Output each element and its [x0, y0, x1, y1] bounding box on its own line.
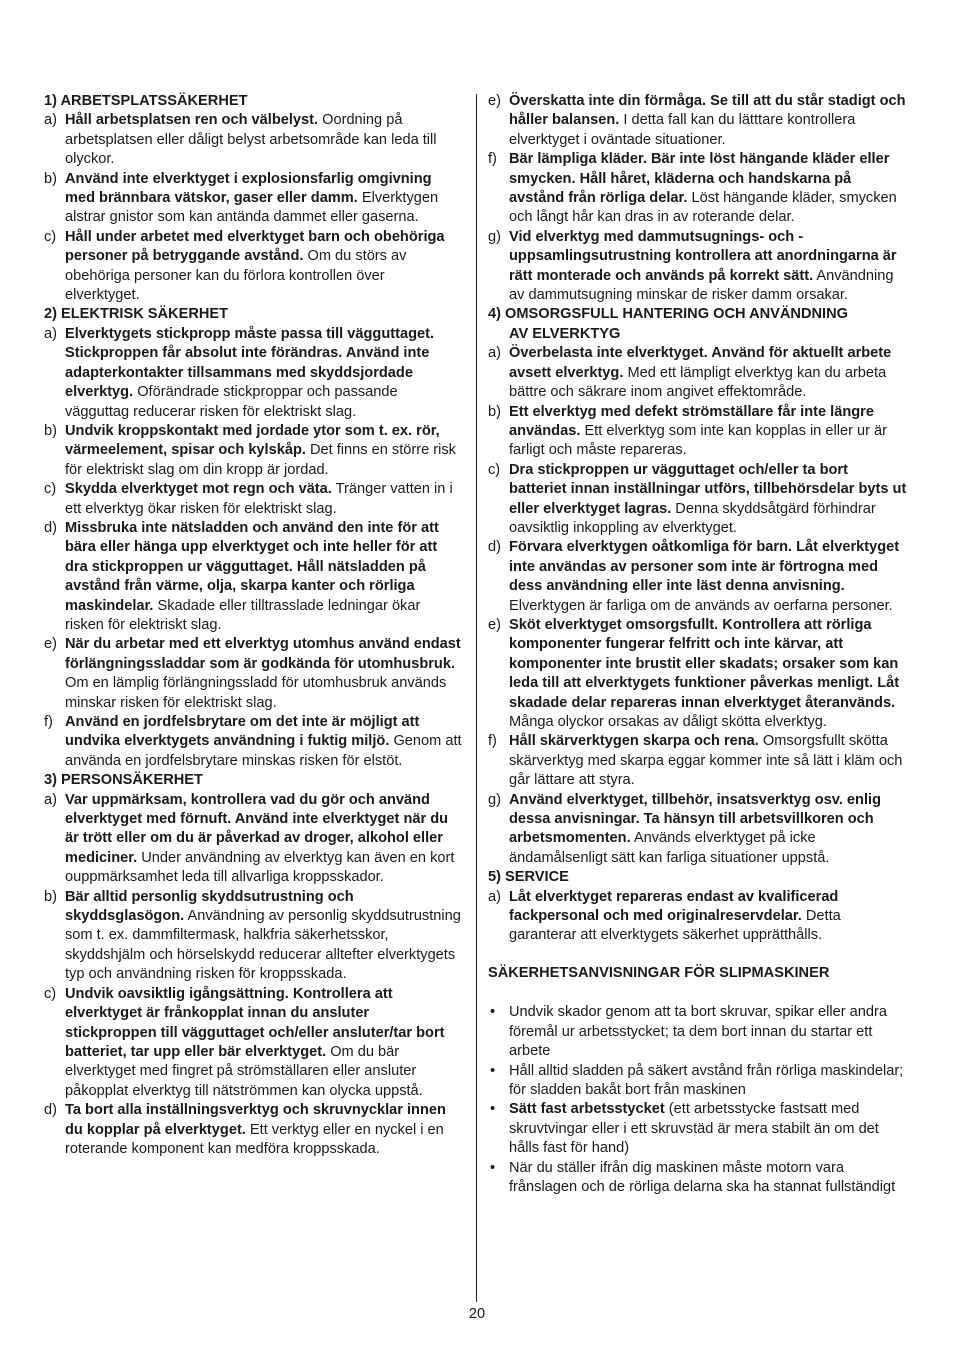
- item-letter: c): [488, 461, 501, 478]
- bullet-dot: •: [490, 1159, 496, 1176]
- list-item: [488, 791, 908, 869]
- item-bold-text: Undvik oavsiktlig igångsättning. Kontrollera att elverktyget är frånkopplat innan du ansluter stickproppen till vägguttaget och/eller ansluter/tar bort batteriet, tar upp eller bär elverktyget.: [65, 985, 445, 1060]
- list-item: [44, 422, 462, 480]
- item-bold-text: Vid elverktyg med dammutsugnings- och -uppsamlingsutrustning kontrollera att anordningarna är rätt monterade och används på korrekt sätt.: [509, 228, 897, 284]
- section-heading-text: 4) OMSORGSFULL HANTERING OCH ANVÄNDNING: [488, 306, 848, 323]
- item-text: Användning av personlig skyddsutrustning som t. ex. dammfiltermask, halkfria säkerhetsskor, skyddshjälm och hörselskydd reducerar alltefter elverktygets typ och användning risken för kroppsskada.: [65, 908, 461, 983]
- list-item: [488, 150, 908, 228]
- item-letter: c): [44, 985, 57, 1002]
- item-letter: d): [44, 1102, 57, 1119]
- list-item: [44, 1101, 462, 1159]
- section-heading: [44, 771, 462, 790]
- list-item: [44, 635, 462, 713]
- item-bold-text: Undvik kroppskontakt med jordade ytor som t. ex. rör, värmeelement, spisar och kylskåp.: [65, 422, 440, 459]
- section-heading-text: 1) ARBETSPLATSSÄKERHET: [44, 93, 248, 109]
- item-letter: b): [44, 422, 57, 439]
- bullet-item: [488, 1003, 908, 1061]
- column-divider: [476, 94, 477, 1302]
- list-item: [488, 732, 908, 790]
- item-letter: d): [44, 519, 57, 536]
- bullet-item: [488, 1062, 908, 1101]
- item-text: Oförändrade stickproppar och passande vägguttag reducerar risken för elektriskt slag.: [65, 384, 398, 420]
- item-text: Omsorgsfullt skötta skärverktyg med skarpa eggar kommer inte så lätt i kläm och går lättare att styra.: [509, 733, 903, 789]
- list-item: [488, 888, 908, 946]
- item-letter: b): [488, 403, 501, 420]
- item-letter: e): [488, 616, 501, 633]
- item-text: Om du störs av obehöriga personer kan du förlora kontrollen över elverktyget.: [65, 248, 407, 304]
- item-text: Används elverktyget på icke ändamålsenligt sätt kan farliga situationer uppstå.: [509, 830, 830, 866]
- item-letter: a): [488, 345, 501, 362]
- section-heading: [488, 868, 908, 887]
- item-text: I detta fall kan du lätttare kontrollera elverktyget i oväntade situationer.: [509, 112, 856, 148]
- item-letter: d): [488, 539, 501, 556]
- list-item: [44, 170, 462, 228]
- item-bold-text: Använd elverktyget, tillbehör, insatsverktyg osv. enlig dessa anvisningar. Ta hänsyn till arbetsvillkoren och arbetsmomenten.: [509, 791, 881, 847]
- bullet-bold-text: Sätt fast arbetsstycket: [509, 1101, 665, 1118]
- page-number: 20: [468, 1306, 486, 1322]
- section-heading: [488, 305, 908, 344]
- list-item: [44, 713, 462, 771]
- list-item: [488, 538, 908, 616]
- bullet-dot: •: [490, 1004, 496, 1021]
- list-item: [488, 616, 908, 732]
- section-heading: [44, 92, 462, 111]
- list-item: [488, 344, 908, 402]
- bullet-text: Håll alltid sladden på säkert avstånd från rörliga maskindelar; för sladden bakåt bort från maskinen: [509, 1062, 904, 1098]
- item-bold-text: Var uppmärksam, kontrollera vad du gör och använd elverktyget med förnuft. Använd inte elverktyget när du är trött eller om du är påverkad av droger, alkohol eller mediciner.: [65, 791, 449, 866]
- list-item: [488, 403, 908, 461]
- bullet-text: (ett arbetsstycke fastsatt med skruvtvingar eller i ett skruvstäd är mera stabilt än om det hålls fast för hand): [509, 1101, 879, 1157]
- item-letter: a): [44, 112, 57, 129]
- list-item: [44, 519, 462, 635]
- item-bold-text: Överbelasta inte elverktyget. Använd för aktuellt arbete avsett elverktyg.: [509, 345, 892, 381]
- item-letter: a): [44, 791, 57, 808]
- item-letter: e): [44, 636, 57, 653]
- item-text: Denna skyddsåtgärd förhindrar oavsiktlig inkoppling av elverktyget.: [509, 500, 876, 536]
- item-bold-text: Använd inte elverktyget i explosionsfarlig omgivning med brännbara vätskor, gaser eller damm.: [65, 170, 432, 207]
- item-bold-text: Bär lämpliga kläder. Bär inte löst hängande kläder eller smycken. Håll håret, kläderna och handskarna på avstånd från rörliga delar.: [509, 151, 890, 207]
- item-letter: a): [44, 325, 57, 342]
- item-bold-text: Håll under arbetet med elverktyget barn och obehöriga personer på betryggande avstånd.: [65, 228, 445, 265]
- item-text: Tränger vatten in i ett elverktyg ökar risken för elektriskt slag.: [65, 481, 453, 517]
- item-text: Om du bär elverktyget med fingret på strömställaren eller ansluter påkopplat elverktyg till nätströmmen kan olycka uppstå.: [65, 1043, 423, 1099]
- item-letter: c): [44, 481, 57, 498]
- list-item: [44, 111, 462, 169]
- item-text: Detta garanterar att elverktygets säkerhet upprätthålls.: [509, 908, 841, 944]
- item-letter: f): [488, 733, 497, 750]
- item-bold-text: När du arbetar med ett elverktyg utomhus använd endast förlängningssladdar som är godkända för utomhusbruk.: [65, 636, 461, 672]
- item-letter: f): [488, 151, 497, 168]
- bullet-text: När du ställer ifrån dig maskinen måste motorn vara frånslagen och de rörliga delarna ska ha stannat fullständigt: [509, 1159, 896, 1195]
- bullet-dot: •: [490, 1101, 496, 1118]
- list-item: [44, 791, 462, 888]
- list-item: [488, 92, 908, 150]
- item-bold-text: Missbruka inte nätsladden och använd den inte för att bära eller hänga upp elverktyget och inte heller för att dra stickproppen ur vägguttaget. Håll nätsladden på avstånd från värme, olja, skarpa kanter och rörliga maskindelar.: [65, 519, 439, 614]
- section-heading-continuation: AV ELVERKTYG: [509, 325, 621, 342]
- list-item: [44, 985, 462, 1101]
- item-letter: g): [488, 228, 501, 245]
- item-text: Oordning på arbetsplatsen eller dåligt belyst arbetsområde kan leda till olyckor.: [65, 112, 437, 168]
- item-text: Elverktygen är farliga om de används av oerfarna personer.: [509, 597, 893, 614]
- item-text: Löst hängande kläder, smycken och långt hår kan dras in av roterande delar.: [509, 190, 897, 226]
- section-heading-text: 2) ELEKTRISK SÄKERHET: [44, 306, 229, 323]
- item-letter: g): [488, 791, 501, 808]
- item-text: Ett elverktyg som inte kan kopplas in eller ur är farligt och måste repareras.: [509, 422, 887, 459]
- safety-title: SÄKERHETSANVISNINGAR FÖR SLIPMASKINER: [488, 964, 830, 981]
- list-item: [44, 888, 462, 985]
- item-text: Skadade eller tilltrasslade ledningar ökar risken för elektriskt slag.: [65, 597, 421, 633]
- item-letter: b): [44, 888, 57, 905]
- right-column: [488, 92, 908, 1197]
- item-bold-text: Låt elverktyget repareras endast av kvalificerad fackpersonal och med originalreservdelar.: [509, 888, 839, 925]
- list-item: [44, 480, 462, 519]
- item-text: Många olyckor orsakas av dåligt skötta elverktyg.: [509, 714, 827, 730]
- item-bold-text: Använd en jordfelsbrytare om det inte är möjligt att undvika elverktygets användning i fuktig miljö.: [65, 714, 420, 750]
- item-bold-text: Förvara elverktygen oåtkomliga för barn. Låt elverktyget inte användas av personer som inte är förtrogna med dess användning eller inte läst denna anvisning.: [509, 539, 900, 595]
- section-heading-text: 5) SERVICE: [488, 869, 569, 886]
- item-text: Med ett lämpligt elverktyg kan du arbeta bättre och säkrare inom angivet effektområde.: [509, 364, 887, 401]
- list-item: [44, 228, 462, 306]
- item-text: Ett verktyg eller en nyckel i en roterande komponent kan medföra kroppsskada.: [65, 1121, 444, 1157]
- bullet-item: [488, 1159, 908, 1198]
- item-text: Användning av dammutsugning minskar de risker damm orsakar.: [509, 267, 894, 304]
- item-letter: c): [44, 228, 57, 245]
- item-bold-text: Bär alltid personlig skyddsutrustning och skyddsglasögon.: [65, 888, 354, 925]
- item-bold-text: Ta bort alla inställningsverktyg och skruvnycklar innen du kopplar på elverktyget.: [65, 1102, 446, 1138]
- item-text: Om en lämplig förlängningssladd för utomhusbruk används minskar risken för elektriskt slag.: [65, 675, 447, 711]
- item-bold-text: Skydda elverktyget mot regn och väta.: [65, 481, 332, 498]
- item-text: Det finns en större risk för elektriskt slag om din kropp är jordad.: [65, 442, 456, 478]
- item-bold-text: Håll arbetsplatsen ren och välbelyst.: [65, 112, 319, 129]
- item-bold-text: Dra stickproppen ur vägguttaget och/eller ta bort batteriet innan inställningar utförs, tillbehörsdelar byts ut eller elverktyget lagras.: [509, 461, 907, 517]
- list-item: [44, 325, 462, 422]
- list-item: [488, 228, 908, 306]
- item-bold-text: Överskatta inte din förmåga. Se till att du står stadigt och håller balansen.: [509, 93, 906, 129]
- item-bold-text: Sköt elverktyget omsorgsfullt. Kontrollera att rörliga komponenter fungerar felfritt och inte kärvar, att komponenter inte brustit eller skadats; orsaker som kan leda till att elverktygets funktioner påverkas menligt. Låt skadade delar repareras innan elverktyget återanvänds.: [509, 616, 900, 711]
- item-bold-text: Håll skärverktygen skarpa och rena.: [509, 733, 759, 750]
- item-letter: e): [488, 93, 501, 109]
- item-letter: b): [44, 170, 57, 187]
- item-text: Elverktygen alstrar gnistor som kan antända dammet eller gaserna.: [65, 190, 439, 226]
- section-heading-text: 3) PERSONSÄKERHET: [44, 772, 203, 789]
- item-bold-text: Ett elverktyg med defekt strömställare får inte längre användas.: [509, 403, 874, 439]
- bullet-text: Undvik skador genom att ta bort skruvar, spikar eller andra föremål ur arbetsstycket; ta dem bort innan du startar ett arbete: [509, 1004, 887, 1060]
- left-column: [44, 92, 462, 1159]
- bullet-dot: •: [490, 1062, 496, 1079]
- item-text: Genom att använda en jordfelsbrytare minskas risken för elstöt.: [65, 733, 462, 769]
- item-text: Under användning av elverktyg kan även en kort ouppmärksamhet leda till allvarliga kroppsskador.: [65, 849, 455, 886]
- section-heading: [44, 305, 462, 324]
- item-letter: a): [488, 888, 501, 905]
- list-item: [488, 461, 908, 539]
- item-letter: f): [44, 714, 53, 730]
- item-bold-text: Elverktygets stickpropp måste passa till vägguttaget. Stickproppen får absolut inte förändras. Använd inte adapterkontakter tillsammans med skyddsjordade elverktyg.: [65, 325, 435, 401]
- bullet-item: [488, 1100, 908, 1158]
